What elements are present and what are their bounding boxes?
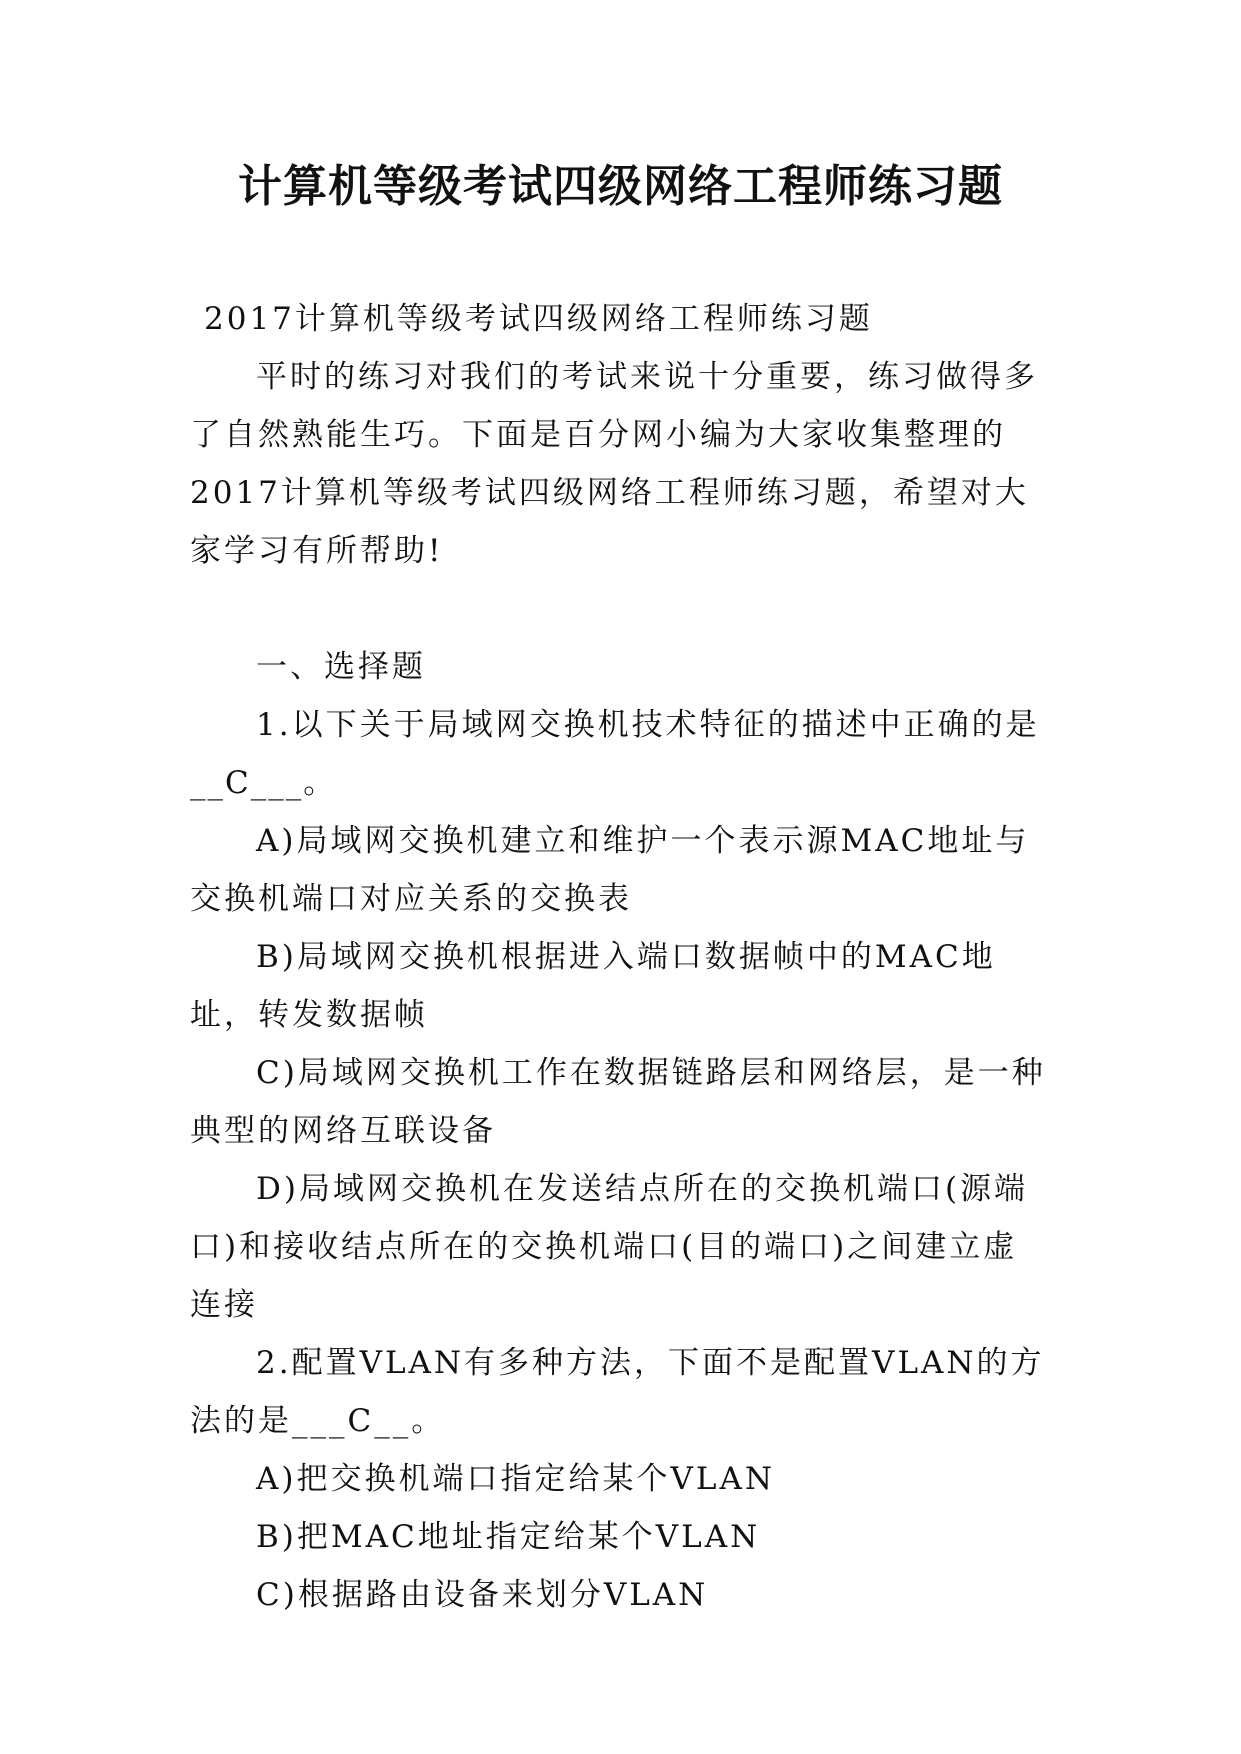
document-body: [190, 290, 1050, 1624]
question-1-stem-text: 1.以下关于局域网交换机技术特征的描述中正确的是: [256, 707, 1040, 743]
question-2-option-a: A)把交换机端口指定给某个VLAN: [256, 1461, 775, 1497]
question-1-option-d: D)局域网交换机在发送结点所在的交换机端口(源端口)和接收结点所在的交换机端口(目的端口)之间建立虚连接: [190, 1171, 1029, 1323]
section-heading: 一、选择题: [256, 649, 426, 685]
document-subtitle: 2017计算机等级考试四级网络工程师练习题: [204, 301, 873, 337]
question-1-option-a: A)局域网交换机建立和维护一个表示源MAC地址与交换机端口对应关系的交换表: [190, 823, 1030, 917]
question-1-option-b: B)局域网交换机根据进入端口数据帧中的MAC地址，转发数据帧: [190, 939, 996, 1033]
paragraph-gap: [190, 580, 1050, 638]
question-1-answer-line: __C___。: [190, 765, 337, 801]
question-1-option-c: C)局域网交换机工作在数据链路层和网络层，是一种典型的网络互联设备: [190, 1055, 1046, 1149]
question-2-option-c: C)根据路由设备来划分VLAN: [256, 1577, 709, 1613]
question-1-stem: [190, 696, 1050, 812]
intro-paragraph: 平时的练习对我们的考试来说十分重要，练习做得多了自然熟能生巧。下面是百分网小编为大家收集整理的2017计算机等级考试四级网络工程师练习题，希望对大家学习有所帮助!: [190, 359, 1038, 569]
document-title: 计算机等级考试四级网络工程师练习题: [238, 161, 1003, 212]
question-2-option-b: B)把MAC地址指定给某个VLAN: [256, 1519, 761, 1555]
question-2-stem: 2.配置VLAN有多种方法，下面不是配置VLAN的方法的是___C__。: [190, 1345, 1045, 1439]
